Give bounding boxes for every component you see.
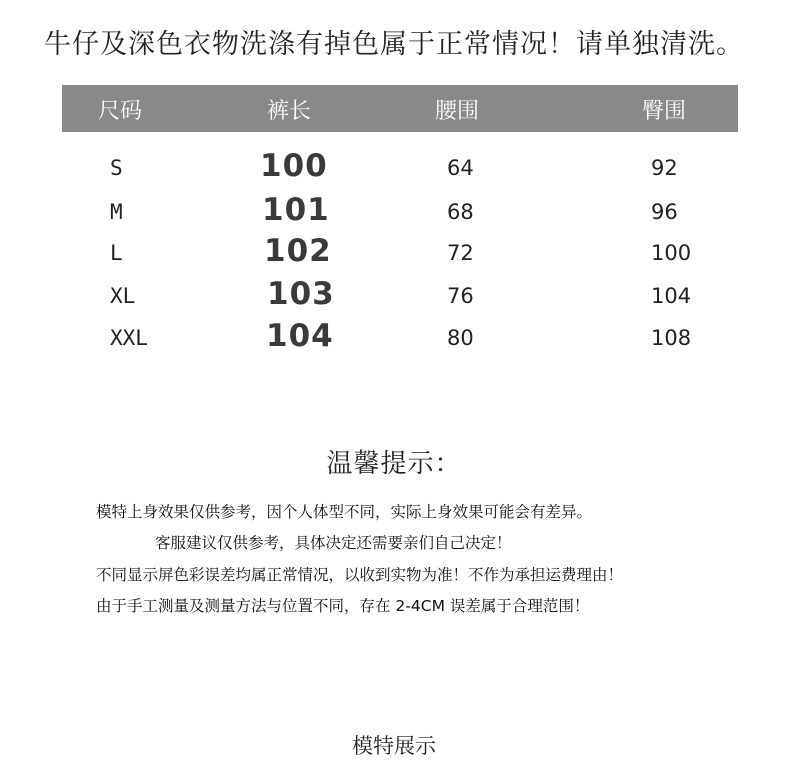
tip-line: 客服建议仅供参考，具体决定还需要亲们自己决定！ xyxy=(155,534,512,552)
header-hip: 臀围 xyxy=(642,99,687,124)
hip-cell: 100 xyxy=(651,241,692,265)
size-cell: S xyxy=(110,156,123,180)
tip-line: 由于手工测量及测量方法与位置不同，存在 2-4CM 误差属于合理范围！ xyxy=(96,597,590,615)
model-display-title: 模特展示 xyxy=(352,734,436,758)
length-cell: 101 xyxy=(262,192,330,228)
tip-line: 不同显示屏色彩误差均属正常情况，以收到实物为准！不作为承担运费理由！ xyxy=(96,566,624,584)
length-cell: 100 xyxy=(260,148,328,184)
waist-cell: 68 xyxy=(447,200,474,224)
size-cell: L xyxy=(110,241,123,265)
header-length: 裤长 xyxy=(267,99,312,124)
table-row xyxy=(0,148,788,188)
table-row xyxy=(0,318,788,358)
size-table-header xyxy=(62,85,738,132)
header-waist: 腰围 xyxy=(435,99,480,124)
table-row xyxy=(0,276,788,316)
hip-cell: 96 xyxy=(651,200,678,224)
length-cell: 103 xyxy=(267,276,335,312)
length-cell: 102 xyxy=(264,233,332,269)
hip-cell: 92 xyxy=(651,156,678,180)
table-row xyxy=(0,233,788,273)
length-cell: 104 xyxy=(266,318,334,354)
waist-cell: 64 xyxy=(447,156,474,180)
hip-cell: 108 xyxy=(651,326,692,350)
hip-cell: 104 xyxy=(651,284,692,308)
tips-title: 温馨提示： xyxy=(326,449,462,479)
size-cell: XXL xyxy=(110,326,148,350)
waist-cell: 76 xyxy=(447,284,474,308)
header-size: 尺码 xyxy=(98,99,143,124)
waist-cell: 72 xyxy=(447,241,474,265)
size-cell: M xyxy=(110,200,123,224)
table-row xyxy=(0,192,788,232)
size-cell: XL xyxy=(110,284,136,308)
wash-notice: 牛仔及深色衣物洗涤有掉色属于正常情况！请单独清洗。 xyxy=(44,29,744,60)
tip-line: 模特上身效果仅供参考，因个人体型不同，实际上身效果可能会有差异。 xyxy=(96,503,593,521)
waist-cell: 80 xyxy=(447,326,474,350)
